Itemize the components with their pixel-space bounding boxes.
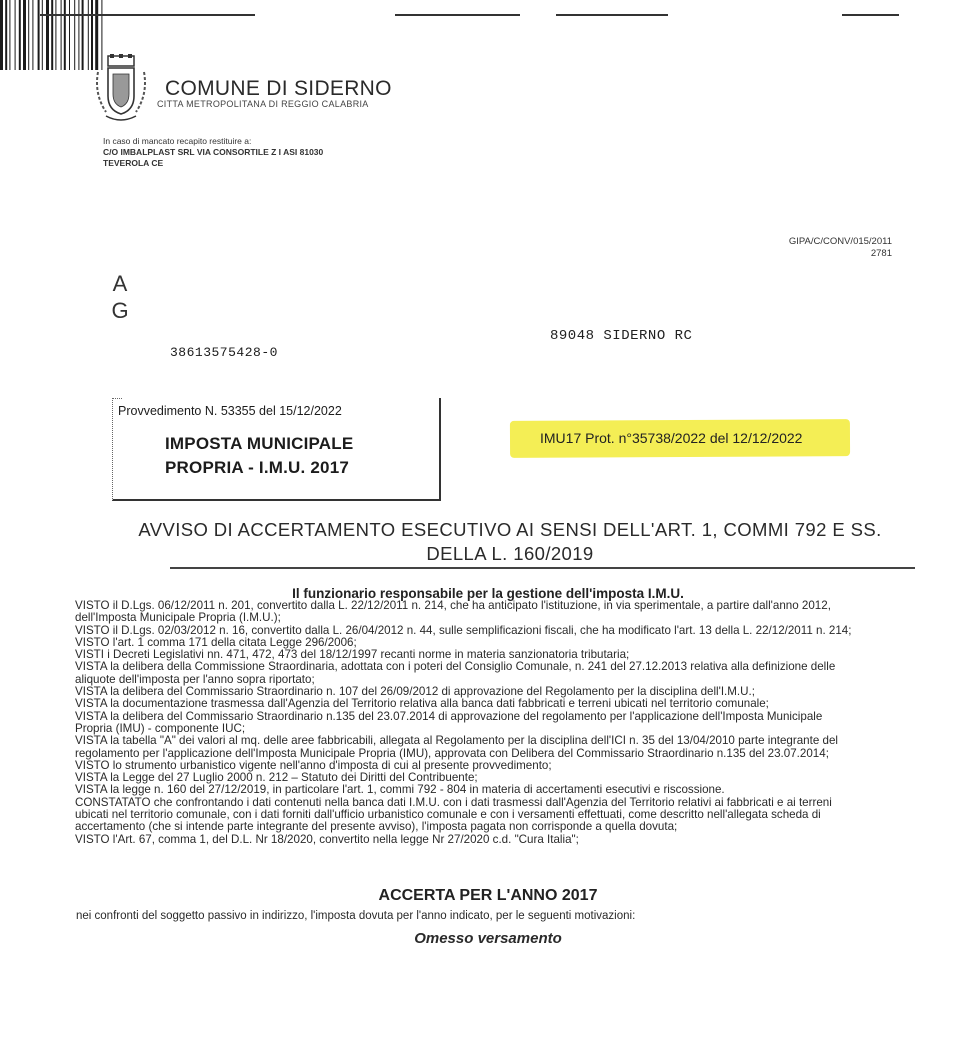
legal-line: VISTA la delibera della Commissione Straordinaria, adottata con i poteri del Consiglio Comunale, n. 241 del 27.12.2013 relativa alla definizione delle: [75, 660, 836, 674]
legal-line: VISTA la tabella "A" dei valori al mq. delle aree fabbricabili, allegata al Regolamento per la disciplina dell'ICI n. 35 del 13/04/2010 parte integrante del: [75, 734, 838, 748]
reference-number: 2781: [870, 248, 892, 259]
protocol-number: IMU17 Prot. n°35738/2022 del 12/12/2022: [540, 430, 803, 446]
barcode-bar: [69, 0, 70, 70]
barcode-bar: [74, 0, 75, 70]
section-heading: Il funzionario responsabile per la gestione dell'imposta I.M.U.: [292, 586, 684, 601]
barcode-bar: [42, 0, 43, 70]
legal-line: VISTO l'art. 1 comma 171 della citata Legge 296/2006;: [75, 635, 357, 649]
return-address-line: C/O IMBALPLAST SRL VIA CONSORTILE Z I ASI 81030: [103, 147, 324, 157]
legal-line: Propria (IMU) - componente IUC;: [75, 721, 246, 735]
assessment-reason: Omesso versamento: [414, 930, 562, 947]
legal-line: VISTO il D.Lgs. 06/12/2011 n. 201, convertito dalla L. 22/12/2011 n. 214, che ha anticipato l'istituzione, in via sperimentale, a partire dall'anno 2012,: [75, 599, 831, 612]
top-rule: [40, 14, 255, 16]
barcode-bar: [23, 0, 26, 70]
barcode-bar: [88, 0, 89, 70]
legal-line: VISTA la legge n. 160 del 27/12/2019, in particolare l'art. 1, commi 792 - 804 in materia di accertamenti esecutivi e riscossione.: [75, 783, 725, 797]
legal-line: CONSTATATO che confrontando i dati contenuti nella banca dati I.M.U. con i dati trasmessi dall'Agenzia del Territorio relativi ai fabbricati e ai terreni: [75, 795, 832, 809]
coat-of-arms-icon: [92, 54, 150, 124]
legal-line: VISTA la Legge del 27 Luglio 2000 n. 212 – Statuto dei Diritti del Contribuente;: [75, 771, 478, 785]
barcode-bar: [0, 0, 3, 70]
ag-marker: [110, 270, 130, 324]
top-rule: [842, 14, 899, 16]
legal-line: VISTO il D.Lgs. 02/03/2012 n. 16, convertito dalla L. 26/04/2012 n. 44, sulle semplificazioni fiscali, che ha modificato l'art. 13 della L. 22/12/2011 n. 214;: [75, 623, 852, 637]
comune-subtitle: CITTA METROPOLITANA DI REGGIO CALABRIA: [157, 99, 369, 109]
legal-line: dell'Imposta Municipale Propria (I.M.U.);: [75, 611, 281, 625]
assessment-intro: nei confronti del soggetto passivo in indirizzo, l'imposta dovuta per l'anno indicato, per le seguenti motivazioni:: [76, 910, 636, 922]
legal-line: accertamento (che si intende parte integrante del presente avviso), l'imposta pagata non corrisponde a quella dovuta;: [75, 820, 678, 834]
comune-title: COMUNE DI SIDERNO: [165, 77, 392, 100]
ag-letter: A: [112, 271, 128, 296]
tax-title-line: PROPRIA - I.M.U. 2017: [165, 458, 350, 477]
legal-line: VISTO lo strumento urbanistico vigente nell'anno d'imposta di cui al presente provvedimento;: [75, 758, 552, 772]
legal-text: [75, 600, 945, 846]
return-address-line: In caso di mancato recapito restituire a:: [103, 136, 252, 146]
return-address-line: TEVEROLA CE: [103, 158, 164, 168]
tax-title: [165, 432, 353, 480]
barcode-bar: [5, 0, 7, 70]
barcode-bar: [78, 0, 79, 70]
barcode-bar: [55, 0, 56, 70]
barcode-number: 38613575428-0: [170, 345, 278, 360]
legal-line: VISTO l'Art. 67, comma 1, del D.L. Nr 18/2020, convertito nella legge Nr 27/2020 c.d. "Cura Italia";: [75, 832, 579, 846]
top-rule: [395, 14, 520, 16]
reference-code: GIPA/C/CONV/015/2011: [788, 236, 892, 247]
provvedimento-box-corner: [112, 398, 122, 400]
top-rule: [556, 14, 668, 16]
notice-title-line: DELLA L. 160/2019: [426, 543, 594, 564]
notice-title-line: AVVISO DI ACCERTAMENTO ESECUTIVO AI SENSI DELL'ART. 1, COMMI 792 E SS.: [138, 519, 882, 540]
legal-line: VISTA la documentazione trasmessa dall'Agenzia del Territorio relativa alla banca dati fabbricati e terreni ubicati nel territorio comunale;: [75, 697, 769, 711]
barcode-bar: [61, 0, 62, 70]
barcode-bar: [15, 0, 16, 70]
barcode-bar: [38, 0, 40, 70]
legal-line: VISTA la delibera del Commissario Straordinario n.135 del 23.07.2014 di approvazione del regolamento per l'applicazione dell'Imposta Municipale: [75, 709, 823, 723]
legal-line: regolamento per l'applicazione dell'Imposta Municipale Propria (IMU), approvata con Delibera del Commissario Straordinario n.135 del 23.07.2014;: [75, 746, 829, 760]
barcode-bar: [19, 0, 21, 70]
barcode-bar: [51, 0, 53, 70]
barcode-bar: [9, 0, 10, 70]
legal-line: aliquote dell'imposta per l'anno sopra riportato;: [75, 672, 315, 686]
barcode-bar: [28, 0, 29, 70]
legal-line: ubicati nel territorio comunale, con i dati forniti dall'ufficio urbanistico comunale e con i versamenti effettuati, come descritto nell'allegata scheda di: [75, 808, 821, 822]
document-reference: [720, 236, 892, 260]
destination-address: 89048 SIDERNO RC: [550, 328, 693, 344]
divider: [170, 567, 915, 569]
legal-line: VISTI i Decreti Legislativi nn. 471, 472, 473 del 18/12/1997 recanti norme in materia sanzionatoria tributaria;: [75, 648, 630, 662]
legal-line: VISTA la delibera del Commissario Straordinario n. 107 del 26/09/2012 di approvazione del Regolamento per la disciplina dell'I.M.U.;: [75, 685, 755, 699]
notice-title: [70, 518, 950, 566]
tax-title-line: IMPOSTA MUNICIPALE: [165, 434, 354, 453]
barcode-bar: [64, 0, 66, 70]
ag-letter: G: [111, 298, 129, 323]
provvedimento-number: Provvedimento N. 53355 del 15/12/2022: [118, 404, 342, 418]
return-address: [103, 136, 423, 169]
barcode-bar: [82, 0, 84, 70]
assessment-heading: ACCERTA PER L'ANNO 2017: [378, 887, 598, 904]
barcode-bar: [32, 0, 33, 70]
barcode-bar: [46, 0, 49, 70]
